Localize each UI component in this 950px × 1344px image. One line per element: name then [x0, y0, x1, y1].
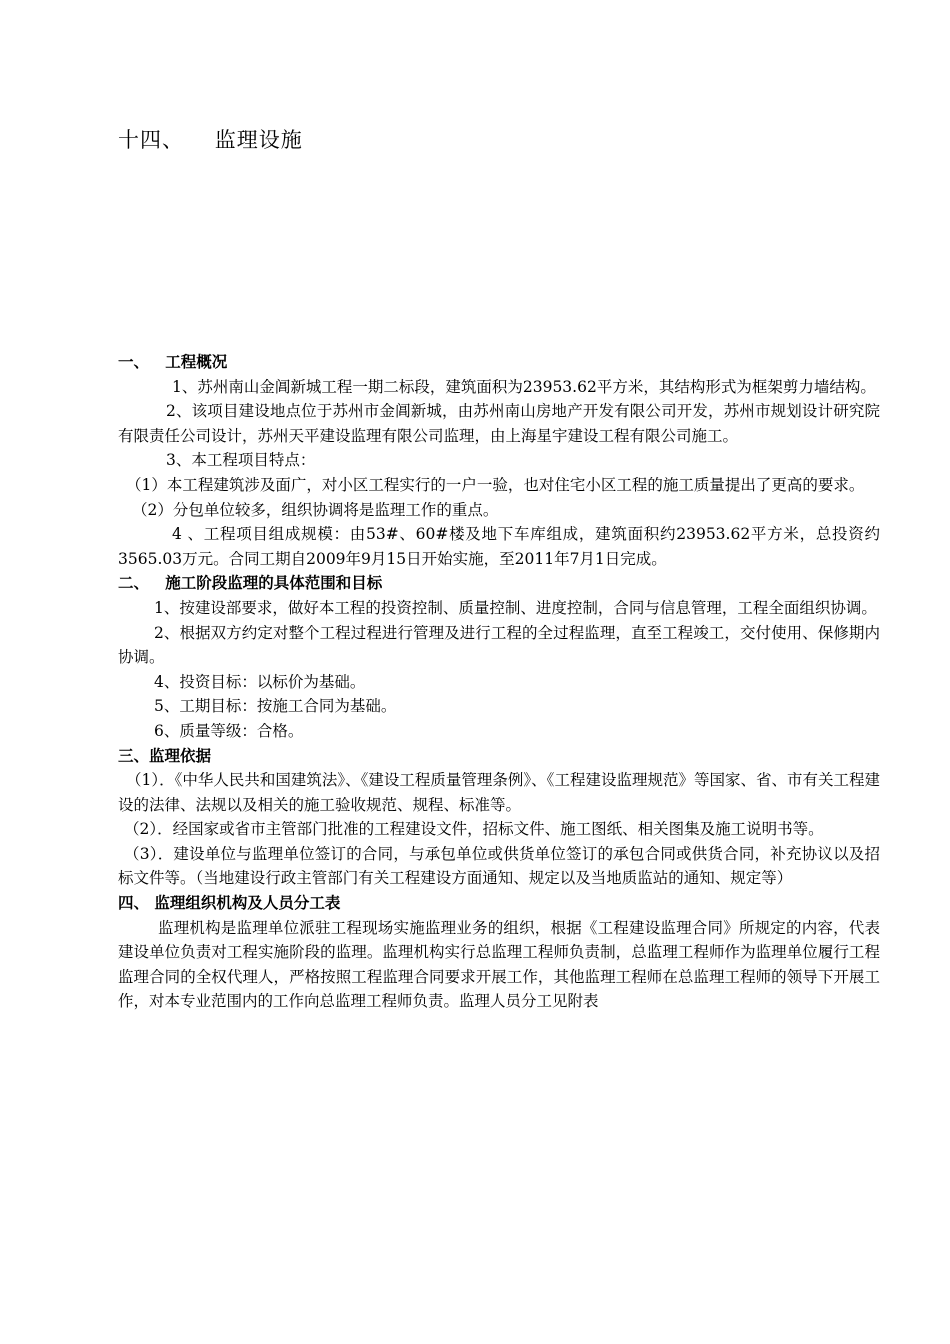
paragraph: 2、该项目建设地点位于苏州市金阊新城，由苏州南山房地产开发有限公司开发，苏州市规划设计研究院有限责任公司设计，苏州天平建设监理有限公司监理，由上海星宇建设工程有限公司施工。 — [118, 402, 880, 445]
page-title: 十四、 监理设施 — [118, 128, 303, 152]
paragraph: 2、根据双方约定对整个工程过程进行管理及进行工程的全过程监理，直至工程竣工，交付使用、保修期内协调。 — [118, 623, 880, 667]
paragraph: （2）分包单位较多，组织协调将是监理工作的重点。 — [132, 500, 499, 519]
section-heading-scope: 二、 施工阶段监理的具体范围和目标 — [118, 573, 383, 593]
paragraph: 3、本工程项目特点： — [166, 451, 316, 470]
paragraph: （1）本工程建筑涉及面广，对小区工程实行的一户一验，也对住宅小区工程的施工质量提出了更高的要求。 — [126, 475, 865, 494]
paragraph: 1、按建设部要求，做好本工程的投资控制、质量控制、进度控制，合同与信息管理，工程全面组织协调。 — [154, 598, 877, 617]
section-heading-overview: 一、 工程概况 — [118, 352, 228, 371]
document-body — [118, 350, 880, 1014]
paragraph: 6、质量等级：合格。 — [154, 721, 304, 740]
paragraph: 4、投资目标：以标价为基础。 — [154, 672, 366, 691]
paragraph: （3）．建设单位与监理单位签订的合同，与承包单位或供货单位签订的承包合同或供货合同，补充协议以及招标文件等。（当地建设行政主管部门有关工程建设方面通知、规定以及当地质监站的通知、规定等） — [118, 844, 880, 888]
section-heading-basis: 三、监理依据 — [118, 745, 212, 765]
paragraph: 1、苏州南山金阊新城工程一期二标段，建筑面积为23953.62平方米，其结构形式为框架剪力墙结构。 — [172, 377, 876, 396]
paragraph: （2）．经国家或省市主管部门批准的工程建设文件，招标文件、施工图纸、相关图集及施工说明书等。 — [124, 820, 824, 839]
paragraph: 4 、工程项目组成规模：由53#、60#楼及地下车库组成，建筑面积约23953.62平方米，总投资约3565.03万元。合同工期自2009年9月15日开始实施，至2011年7月1日完成。 — [118, 525, 880, 568]
paragraph: 5、工期目标：按施工合同为基础。 — [154, 697, 397, 716]
section-heading-organization: 四、 监理组织机构及人员分工表 — [118, 893, 341, 913]
paragraph: 监理机构是监理单位派驻工程现场实施监理业务的组织，根据《工程建设监理合同》所规定的内容，代表建设单位负责对工程实施阶段的监理。监理机构实行总监理工程师负责制，总监理工程师作为监理单位履行工程监理合同的全权代理人，严格按照工程监理合同要求开展工作，其他监理工程师在总监理工程师的领导下开展工作，对本专业范围内的工作向总监理工程师负责。监理人员分工见附表 — [118, 918, 880, 1011]
paragraph: （1）．《中华人民共和国建筑法》、《建设工程质量管理条例》、《工程建设监理规范》等国家、省、市有关工程建设的法律、法规以及相关的施工验收规范、规程、标准等。 — [118, 771, 880, 814]
